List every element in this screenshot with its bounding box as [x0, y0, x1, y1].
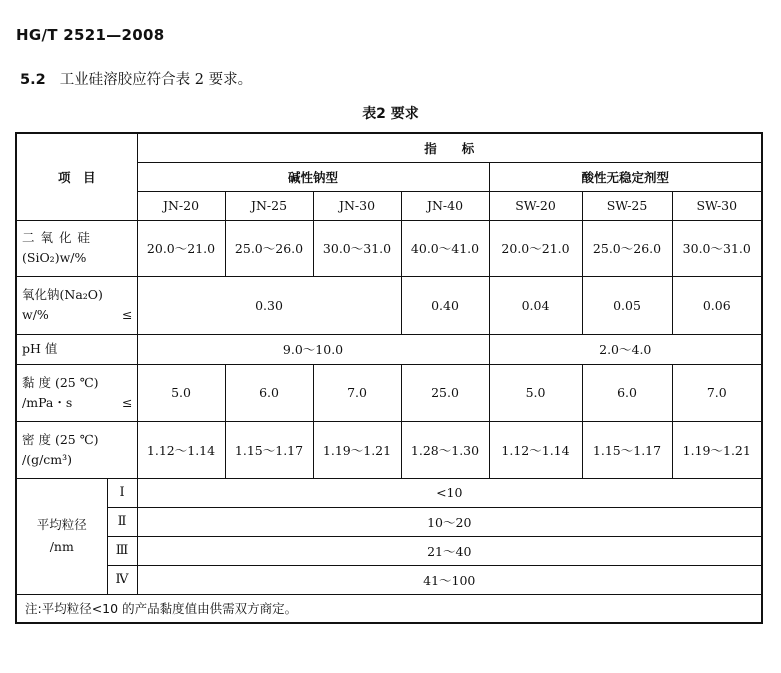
- column-header: SW-25: [582, 191, 672, 220]
- column-header: JN-20: [137, 191, 225, 220]
- group-acidic-no-stabilizer: 酸性无稳定剂型: [489, 162, 762, 191]
- group-alkaline-sodium: 碱性钠型: [137, 162, 489, 191]
- table-row-particle-size: [16, 507, 762, 536]
- table-cell: 1.19～1.21: [672, 421, 762, 478]
- table-row-sio2: [16, 220, 762, 276]
- table-cell: 0.04: [489, 276, 582, 334]
- column-header: JN-40: [401, 191, 489, 220]
- table-cell: 30.0～31.0: [672, 220, 762, 276]
- table-caption: 表2 要求: [362, 106, 419, 122]
- table-cell: 2.0～4.0: [489, 334, 762, 364]
- table-cell: 1.15～1.17: [225, 421, 313, 478]
- column-header: SW-20: [489, 191, 582, 220]
- le-symbol: ≤: [122, 307, 133, 322]
- table-cell: 1.28～1.30: [401, 421, 489, 478]
- table-row-viscosity: [16, 364, 762, 421]
- table-cell: 0.05: [582, 276, 672, 334]
- table-cell: 1.12～1.14: [137, 421, 225, 478]
- table-cell: 0.06: [672, 276, 762, 334]
- table-cell: 25.0: [401, 364, 489, 421]
- row-label-ph: pH 值: [16, 334, 137, 364]
- le-symbol: ≤: [122, 394, 133, 410]
- grade-label: Ⅲ: [107, 536, 137, 565]
- clause-number: 5.2: [20, 72, 46, 88]
- table-cell: 5.0: [137, 364, 225, 421]
- clause-text: 工业硅溶胶应符合表 2 要求。: [59, 72, 253, 88]
- row-label-density: 密 度 (25 ℃) /(g/cm³): [16, 421, 137, 478]
- table-cell: 1.15～1.17: [582, 421, 672, 478]
- table-cell: 41～100: [137, 565, 762, 594]
- table-cell: 7.0: [313, 364, 401, 421]
- requirements-table: [15, 132, 763, 624]
- table-cell: 30.0～31.0: [313, 220, 401, 276]
- row-label-na2o: 氧化钠(Na₂O) w/% ≤: [16, 276, 137, 334]
- table-row-na2o: [16, 276, 762, 334]
- table-row-particle-size: [16, 565, 762, 594]
- table-note-row: [16, 594, 762, 623]
- table-cell: 6.0: [225, 364, 313, 421]
- table-row-particle-size: [16, 478, 762, 507]
- grade-label: Ⅰ: [107, 478, 137, 507]
- grade-label: Ⅱ: [107, 507, 137, 536]
- table-cell: 7.0: [672, 364, 762, 421]
- table-row-ph: [16, 334, 762, 364]
- grade-label: Ⅳ: [107, 565, 137, 594]
- table-cell: <10: [137, 478, 762, 507]
- row-label-sio2: 二 氧 化 硅 (SiO₂)w/%: [16, 220, 137, 276]
- table-cell: 20.0～21.0: [489, 220, 582, 276]
- table-cell: 1.19～1.21: [313, 421, 401, 478]
- table-row-density: [16, 421, 762, 478]
- table-cell: 0.40: [401, 276, 489, 334]
- table-row-particle-size: [16, 536, 762, 565]
- table-cell: 9.0～10.0: [137, 334, 489, 364]
- table-note: 注:平均粒径<10 的产品黏度值由供需双方商定。: [16, 594, 762, 623]
- table-cell: 1.12～1.14: [489, 421, 582, 478]
- row-label-viscosity: 黏 度 (25 ℃) /mPa・s ≤: [16, 364, 137, 421]
- standard-code: HG/T 2521—2008: [16, 26, 165, 44]
- table-cell: 10～20: [137, 507, 762, 536]
- column-header: JN-30: [313, 191, 401, 220]
- table-cell: 40.0～41.0: [401, 220, 489, 276]
- clause-5-2: [20, 68, 252, 89]
- item-header: 项 目: [16, 133, 137, 220]
- indicator-header: 指 标: [137, 133, 762, 162]
- table-cell: 0.30: [137, 276, 401, 334]
- table-cell: 6.0: [582, 364, 672, 421]
- column-header: JN-25: [225, 191, 313, 220]
- table-cell: 25.0～26.0: [582, 220, 672, 276]
- table-cell: 25.0～26.0: [225, 220, 313, 276]
- table-cell: 5.0: [489, 364, 582, 421]
- table-cell: 21～40: [137, 536, 762, 565]
- row-label-particle-size: 平均粒径 /nm: [16, 478, 107, 594]
- column-header: SW-30: [672, 191, 762, 220]
- table-cell: 20.0～21.0: [137, 220, 225, 276]
